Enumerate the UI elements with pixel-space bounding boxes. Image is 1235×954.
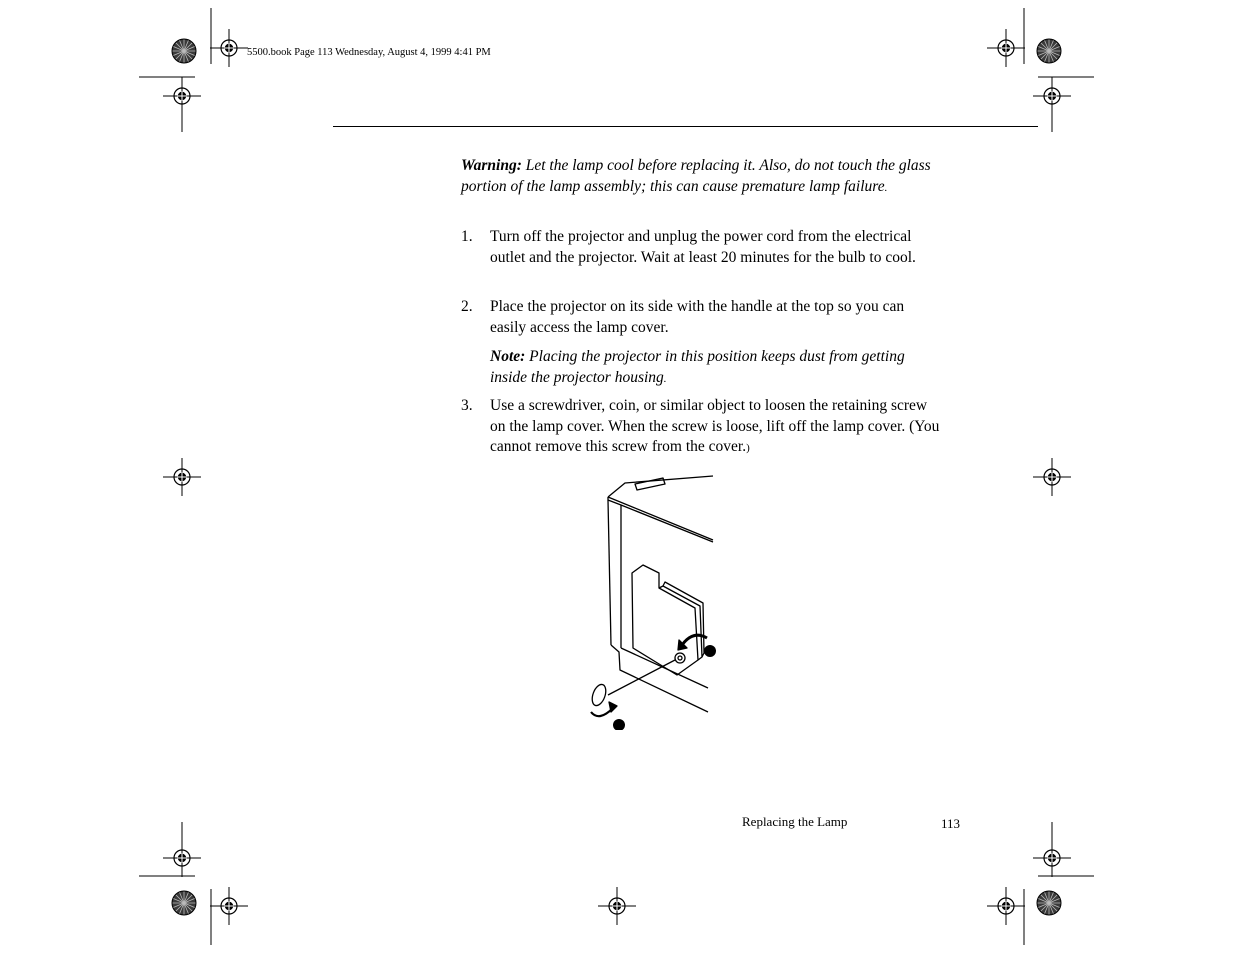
step-number: 1. [461,228,473,245]
footer-section-title: Replacing the Lamp [742,814,848,829]
step-text: Place the projector on its side with the handle at the top so you can easily access the lamp cover. [490,298,905,336]
warning-paragraph [461,156,941,198]
step-1 [461,227,941,289]
step-2 [461,297,941,339]
warning-end: . [884,181,888,194]
step-3 [461,396,941,458]
step-text: Use a screwdriver, coin, or similar object to loosen the retaining screw on the lamp cover. When the screw is loose, lift off the lamp cover. (You cannot remove this screw from the cover.) [490,397,940,455]
warning-lead: Warning: [461,157,522,174]
warning-text: Let the lamp cool before replacing it. Also, do not touch the glass portion of the lamp assembly; this can cause premature lamp failure [461,157,931,195]
page-number: 113 [941,816,961,831]
print-slug: 5500.book Page 113 Wednesday, August 4, 1999 4:41 PM [247,47,491,58]
note-paragraph [490,347,940,389]
note-end: . [663,372,667,385]
step-number: 3. [461,397,473,414]
lamp-cover-illustration [585,470,725,730]
header-rule [333,126,1038,127]
step-number: 2. [461,298,473,315]
note-lead: Note: [490,348,526,365]
note-text: Placing the projector in this position keeps dust from getting inside the projector housing [490,348,905,386]
step-text: Turn off the projector and unplug the power cord from the electrical outlet and the projector. Wait at least 20 minutes for the bulb to cool. [490,228,916,266]
